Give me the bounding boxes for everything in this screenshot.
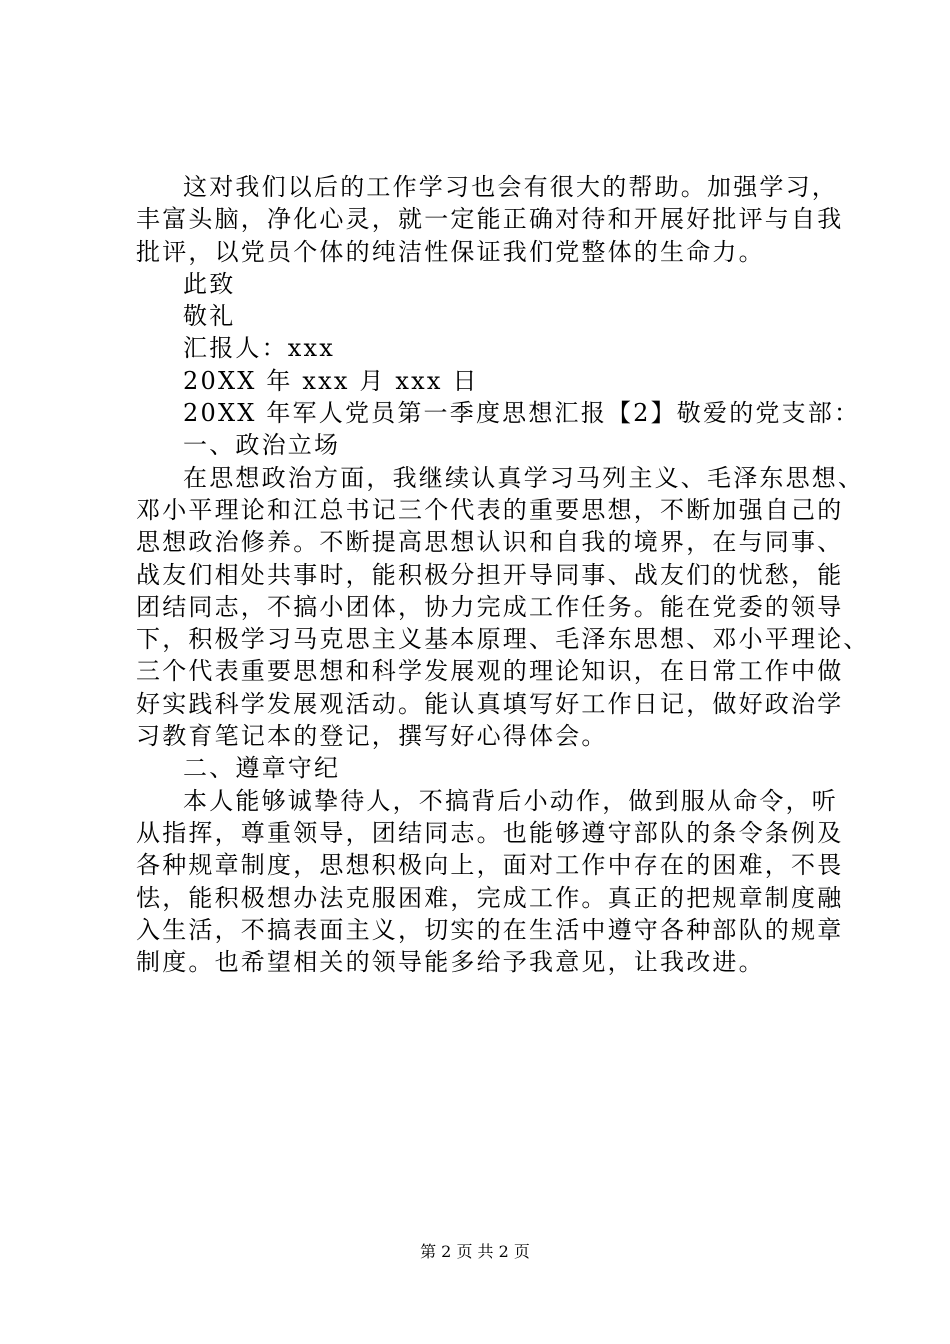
text-line: 邓小平理论和江总书记三个代表的重要思想，不断加强自己的 (136, 495, 844, 524)
text-line: 丰富头脑，净化心灵，就一定能正确对待和开展好批评与自我 (136, 205, 844, 234)
text-line: 团结同志，不搞小团体，协力完成工作任务。能在党委的领导 (136, 592, 844, 621)
text-line: 二、遵章守纪 (183, 754, 341, 783)
text-line: 一、政治立场 (183, 431, 341, 460)
text-line: 各种规章制度，思想积极向上，面对工作中存在的困难，不畏 (136, 851, 844, 880)
text-line: 敬礼 (183, 302, 236, 331)
page-footer: 第 2 页 共 2 页 (420, 1242, 530, 1261)
text-line: 下，积极学习马克思主义基本原理、毛泽东思想、邓小平理论、 (136, 625, 870, 654)
text-line: 怯，能积极想办法克服困难，完成工作。真正的把规章制度融 (136, 883, 844, 912)
text-line: 20XX 年 xxx 月 xxx 日 (183, 366, 479, 395)
text-line: 在思想政治方面，我继续认真学习马列主义、毛泽东思想、 (183, 463, 865, 492)
text-line: 战友们相处共事时，能积极分担开导同事、战友们的忧愁，能 (136, 560, 844, 589)
text-line: 本人能够诚挚待人，不搞背后小动作，做到服从命令，听 (183, 786, 838, 815)
text-line: 好实践科学发展观活动。能认真填写好工作日记，做好政治学 (136, 689, 844, 718)
text-line: 习教育笔记本的登记，撰写好心得体会。 (136, 722, 608, 751)
text-line: 此致 (183, 269, 236, 298)
text-line: 入生活，不搞表面主义，切实的在生活中遵守各种部队的规章 (136, 915, 844, 944)
document-body (136, 171, 870, 978)
text-line: 思想政治修养。不断提高思想认识和自我的境界，在与同事、 (136, 528, 844, 557)
text-line: 批评，以党员个体的纯洁性保证我们党整体的生命力。 (136, 237, 765, 266)
text-line: 制度。也希望相关的领导能多给予我意见，让我改进。 (136, 948, 765, 977)
text-line: 汇报人：xxx (183, 334, 336, 363)
text-line: 这对我们以后的工作学习也会有很大的帮助。加强学习， (183, 173, 838, 201)
text-line: 20XX 年军人党员第一季度思想汇报【2】敬爱的党支部： (183, 399, 861, 428)
text-line: 三个代表重要思想和科学发展观的理论知识，在日常工作中做 (136, 657, 844, 686)
text-line: 从指挥，尊重领导，团结同志。也能够遵守部队的条令条例及 (136, 818, 844, 847)
